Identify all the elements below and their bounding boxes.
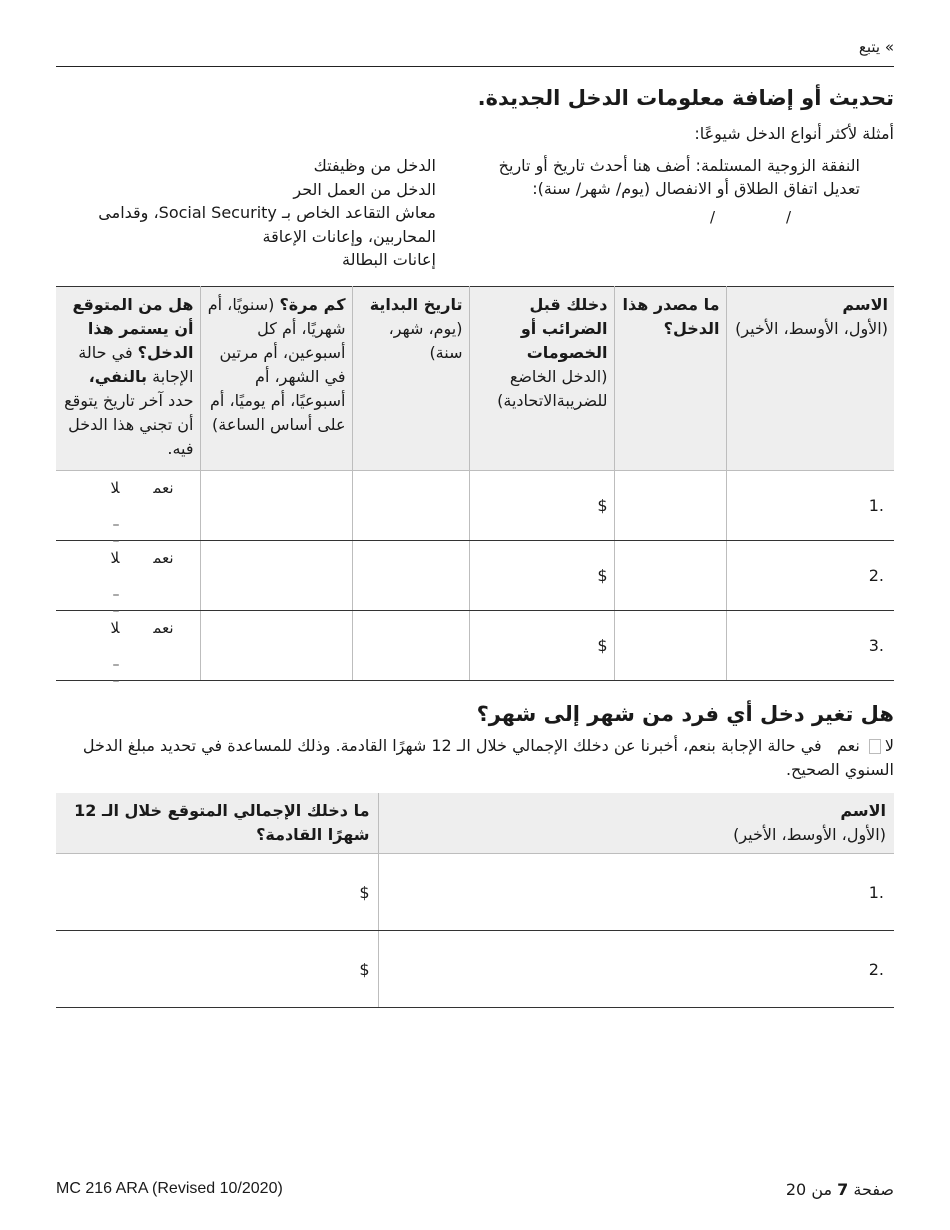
dollar-sign: $ (597, 636, 608, 655)
continue-field[interactable] (56, 471, 200, 549)
annual-income-table (56, 793, 894, 1008)
header-bold: تاريخ البداية (369, 295, 463, 314)
pretax-amount-field[interactable] (469, 541, 614, 611)
alimony-text: النفقة الزوجية المستلمة: أضف هنا أحدث تاريخ أو تاريخ تعديل اتفاق الطلاق أو الانفصال (يوم/ شهر/ سنة): (498, 156, 860, 198)
col-header-name (378, 793, 894, 854)
dollar-sign: $ (597, 566, 608, 585)
pretax-amount-field[interactable] (469, 611, 614, 681)
col-header-continue (56, 287, 200, 471)
examples-label: أمثلة لأكثر أنواع الدخل شيوعًا: (694, 124, 894, 143)
header-sub: في حالة الإجابة (78, 343, 194, 386)
header-sub: (الأول، الأوسط، الأخير) (733, 825, 886, 844)
page-prefix: صفحة (853, 1180, 894, 1199)
page-mid: من (811, 1180, 833, 1199)
date-slash: / (710, 208, 716, 226)
date-slash: / (786, 208, 792, 226)
end-date-field[interactable]: – – (112, 657, 148, 689)
income-source-field[interactable] (614, 611, 726, 681)
header-sub: (الأول، الأوسط، الأخير) (735, 319, 888, 338)
income-table (56, 286, 894, 689)
page-total: 20 (785, 1180, 807, 1199)
header-bold: بالنفي، (88, 367, 148, 386)
continue-label: » يتبع (858, 38, 894, 56)
table-row (56, 471, 894, 541)
header-divider (56, 66, 894, 67)
table-row (56, 611, 894, 681)
pretax-amount-field[interactable] (469, 471, 614, 541)
annual-amount-field[interactable] (56, 854, 378, 931)
header-bold: الاسم (840, 801, 886, 820)
end-date-field[interactable]: – – (112, 587, 148, 619)
income-type-item: معاش التقاعد الخاص بـ Social Security، وقدامى المحاربين، وإعانات الإعاقة (98, 203, 436, 246)
header-bold: ما مصدر هذا الدخل؟ (622, 295, 720, 338)
header-bold: دخلك قبل الضرائب أو الخصومات (520, 295, 608, 362)
start-date-field[interactable] (352, 541, 469, 611)
income-source-field[interactable] (614, 471, 726, 541)
header-bold: هل من المتوقع أن يستمر هذا الدخل؟ (72, 295, 194, 362)
annual-amount-field[interactable] (56, 931, 378, 1008)
col-header-frequency (200, 287, 352, 471)
page-current: 7 (837, 1180, 849, 1199)
table-row (56, 541, 894, 611)
income-types-list (56, 154, 436, 272)
monthly-change-question (44, 734, 894, 782)
no-option[interactable]: لا (110, 619, 120, 637)
row-number[interactable]: .3 (726, 611, 894, 681)
header-sub: (الدخل الخاضع للضريبةالاتحادية) (497, 367, 608, 410)
header-sub: (يوم، شهر، سنة) (388, 319, 463, 362)
question-text: في حالة الإجابة بنعم، أخبرنا عن دخلك الإجمالي خلال الـ 12 شهرًا القادمة. وذلك للمساعدة في تحديد مبلغ الدخل السنوي الصحيح. (82, 736, 894, 779)
end-date-field[interactable]: – – (112, 517, 148, 549)
col-header-name (726, 287, 894, 471)
income-type-item: الدخل من وظيفتك (313, 156, 436, 175)
row-number: .1 (868, 882, 884, 902)
income-type-item: الدخل من العمل الحر (293, 179, 436, 199)
header-bold: كم مرة؟ (279, 295, 346, 314)
no-option[interactable]: لا (110, 549, 120, 567)
no-option[interactable]: لا (884, 736, 894, 755)
start-date-field[interactable] (352, 471, 469, 541)
form-id: MC 216 ARA (Revised 10/2020) (56, 1180, 283, 1197)
col-header-start-date (352, 287, 469, 471)
income-type-item: إعانات البطالة (342, 250, 436, 269)
frequency-field[interactable] (200, 611, 352, 681)
start-date-field[interactable] (352, 611, 469, 681)
dollar-sign: $ (359, 882, 370, 902)
income-source-field[interactable] (614, 541, 726, 611)
name-field[interactable] (378, 931, 894, 1008)
yes-option[interactable]: نعم (153, 479, 174, 497)
dollar-sign: $ (597, 496, 608, 515)
continue-field[interactable] (56, 541, 200, 619)
yes-option[interactable]: نعم (153, 549, 174, 567)
col-header-annual-total (56, 793, 378, 854)
continue-field[interactable] (56, 611, 200, 689)
yes-option[interactable]: نعم (153, 619, 174, 637)
dollar-sign: $ (359, 959, 370, 979)
col-header-pretax (469, 287, 614, 471)
row-number[interactable]: .2 (726, 541, 894, 611)
frequency-field[interactable] (200, 471, 352, 541)
header-bold: الاسم (842, 295, 888, 314)
page-number (786, 1180, 894, 1199)
no-checkbox[interactable] (869, 739, 881, 754)
col-header-source (614, 287, 726, 471)
yes-option[interactable]: نعم (836, 736, 860, 755)
header-sub: حدد آخر تاريخ يتوقع أن تجني هذا الدخل فيه. (64, 391, 194, 458)
section-title-income: تحديث أو إضافة معلومات الدخل الجديدة. (477, 86, 894, 110)
header-sub: (سنويًا، أم شهريًا، أم كل أسبوعين، أم مرتين في الشهر، أم أسبوعيًا، أم يوميًا، أم على أساس الساعة) (207, 295, 346, 434)
row-number: .2 (868, 959, 884, 979)
name-field[interactable] (378, 854, 894, 931)
header-bold: ما دخلك الإجمالي المتوقع خلال الـ 12 شهرًا القادمة؟ (74, 801, 370, 844)
row-number[interactable]: .1 (726, 471, 894, 541)
no-option[interactable]: لا (110, 479, 120, 497)
table-row (56, 931, 894, 1008)
section-title-monthly-change: هل تغير دخل أي فرد من شهر إلى شهر؟ (476, 702, 894, 726)
table-row (56, 854, 894, 931)
frequency-field[interactable] (200, 541, 352, 611)
